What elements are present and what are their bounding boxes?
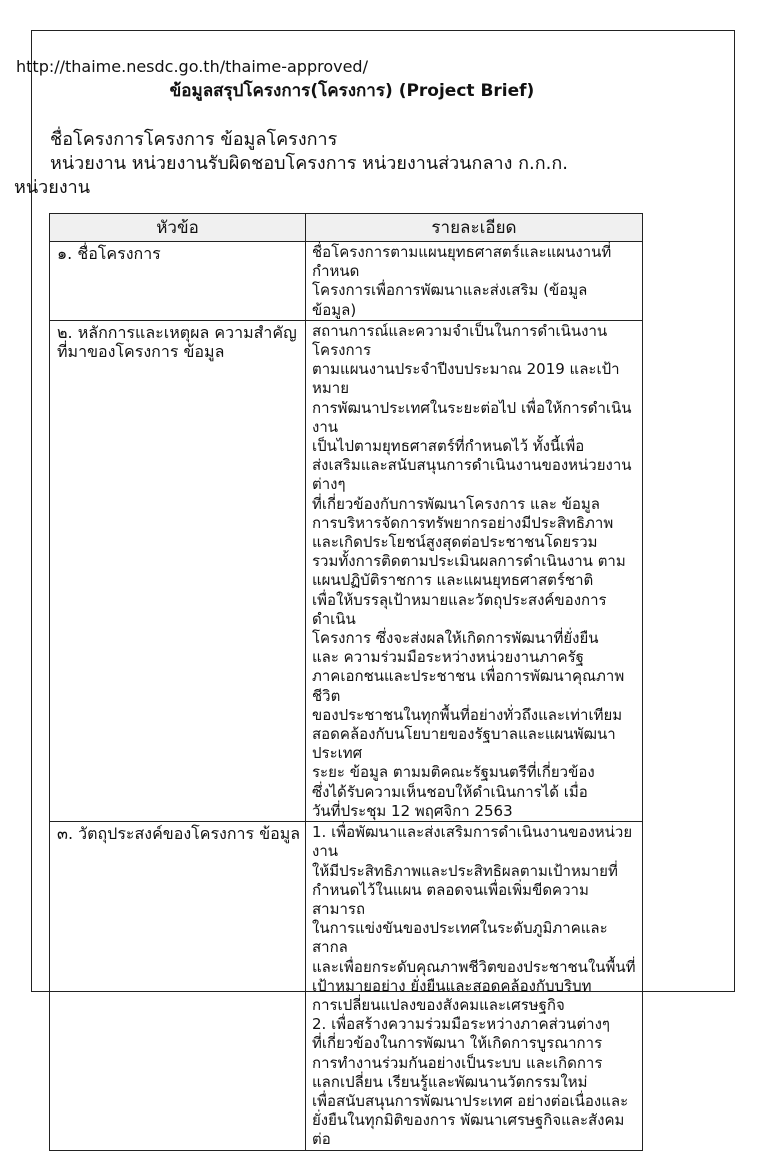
project-agency-line-continued: หน่วยงาน (14, 177, 91, 198)
detail-line: 2. เพื่อสร้างความร่วมมือระหว่างภาคส่วนต่างๆ (312, 1015, 610, 1034)
table-row (50, 822, 643, 1150)
detail-line: ข้อมูล) (312, 300, 357, 319)
detail-line: รวมทั้งการติดตามประเมินผลการดำเนินงาน ตาม (312, 552, 626, 571)
detail-line: และเพื่อยกระดับคุณภาพชีวิตของประชาชนในพื้นที่ (312, 957, 636, 976)
detail-line: ของประชาชนในทุกพื้นที่อย่างทั่วถึงและเท่าเทียม (312, 705, 623, 724)
detail-line: ยั่งยืนในทุกมิติของการ พัฒนาเศรษฐกิจและสังคม (312, 1111, 625, 1130)
detail-line: โครงการ ซึ่งจะส่งผลให้เกิดการพัฒนาที่ยั่งยืน (312, 629, 599, 648)
detail-line: และเกิดประโยชน์สูงสุดต่อประชาชนโดยรวม (312, 533, 598, 552)
detail-line: วันที่ประชุม 12 พฤศจิกา 2563 (312, 801, 513, 820)
detail-line: ที่เกี่ยวข้องในการพัฒนา ให้เกิดการบูรณาการ (312, 1034, 603, 1053)
row-detail (306, 320, 643, 821)
title-english: (Project Brief) (398, 81, 535, 101)
detail-line: ในการแข่งขันของประเทศในระดับภูมิภาคและสากล (312, 919, 608, 957)
project-brief-table (49, 213, 643, 1151)
source-url[interactable]: http://thaime.nesdc.go.th/thaime-approved/ (16, 57, 368, 76)
detail-line: ระยะ ข้อมูล ตามมติคณะรัฐมนตรีที่เกี่ยวข้อง (312, 763, 595, 782)
detail-line: 1. เพื่อพัฒนาและส่งเสริมการดำเนินงานของหน่วยงาน (312, 823, 633, 861)
column-header-detail: รายละเอียด (306, 214, 643, 242)
title-thai: ข้อมูลสรุปโครงการ(โครงการ) (169, 81, 393, 101)
row-detail (306, 242, 643, 321)
detail-line: ภาคเอกชนและประชาชน เพื่อการพัฒนาคุณภาพชีวิต (312, 667, 625, 705)
detail-line: กำหนดไว้ในแผน ตลอดจนเพื่อเพิ่มขีดความสามารถ (312, 880, 589, 918)
table-header-row (50, 214, 643, 242)
row-topic: ๑. ชื่อโครงการ (50, 242, 306, 321)
detail-line: สอดคล้องกับนโยบายของรัฐบาลและแผนพัฒนา ประเทศ (312, 725, 616, 763)
detail-line: สถานการณ์และความจำเป็นในการดำเนินงานโครงการ (312, 321, 608, 360)
detail-line: เพื่อให้บรรลุเป้าหมายและวัตถุประสงค์ของการดำเนิน (312, 590, 607, 628)
row-detail (306, 822, 643, 1150)
detail-line: ต่อ (312, 1130, 331, 1149)
detail-line: ให้มีประสิทธิภาพและประสิทธิผลตามเป้าหมายที่ (312, 861, 618, 880)
table-row (50, 242, 643, 321)
detail-line: เพื่อสนับสนุนการพัฒนาประเทศ อย่างต่อเนื่องและ (312, 1091, 629, 1110)
project-agency-line: หน่วยงาน หน่วยงานรับผิดชอบโครงการ หน่วยงานส่วนกลาง ก.ก.ก. (50, 153, 568, 174)
detail-line: ชื่อโครงการตามแผนยุทธศาสตร์และแผนงานที่กำหนด (312, 243, 612, 281)
detail-line: ซึ่งได้รับความเห็นชอบให้ดำเนินการได้ เมื่อ (312, 782, 588, 801)
detail-line: ที่เกี่ยวข้องกับการพัฒนาโครงการ และ ข้อมูล (312, 494, 601, 513)
detail-line: แผนปฏิบัติราชการ และแผนยุทธศาสตร์ชาติ (312, 571, 594, 590)
detail-line: แลกเปลี่ยน เรียนรู้และพัฒนานวัตกรรมใหม่ (312, 1072, 588, 1091)
document-title (0, 77, 704, 104)
detail-line: โครงการเพื่อการพัฒนาและส่งเสริม (ข้อมูล (312, 281, 588, 300)
column-header-topic: หัวข้อ (50, 214, 306, 242)
detail-line: การบริหารจัดการทรัพยากรอย่างมีประสิทธิภาพ (312, 513, 614, 532)
detail-line: การทำงานร่วมกันอย่างเป็นระบบ และเกิดการ (312, 1053, 603, 1072)
detail-line: เป้าหมายอย่าง ยั่งยืนและสอดคล้องกับบริบท (312, 976, 592, 995)
row-topic: ๓. วัตถุประสงค์ของโครงการ ข้อมูล (50, 822, 306, 1150)
detail-line: และ ความร่วมมือระหว่างหน่วยงานภาครัฐ (312, 648, 584, 667)
row-topic: ๒. หลักการและเหตุผล ความสำคัญ ที่มาของโครงการ ข้อมูล (50, 320, 306, 821)
project-name-line: ชื่อโครงการโครงการ ข้อมูลโครงการ (50, 129, 338, 150)
detail-line: ตามแผนงานประจำปีงบประมาณ 2019 และเป้าหมาย (312, 360, 620, 398)
detail-line: เป็นไปตามยุทธศาสตร์ที่กำหนดไว้ ทั้งนี้เพื่อ (312, 437, 585, 456)
detail-line: ส่งเสริมและสนับสนุนการดำเนินงานของหน่วยงานต่างๆ (312, 456, 632, 494)
detail-line: การเปลี่ยนแปลงของสังคมและเศรษฐกิจ (312, 995, 565, 1014)
table-row (50, 320, 643, 821)
detail-line: การพัฒนาประเทศในระยะต่อไป เพื่อให้การดำเนินงาน (312, 398, 632, 436)
